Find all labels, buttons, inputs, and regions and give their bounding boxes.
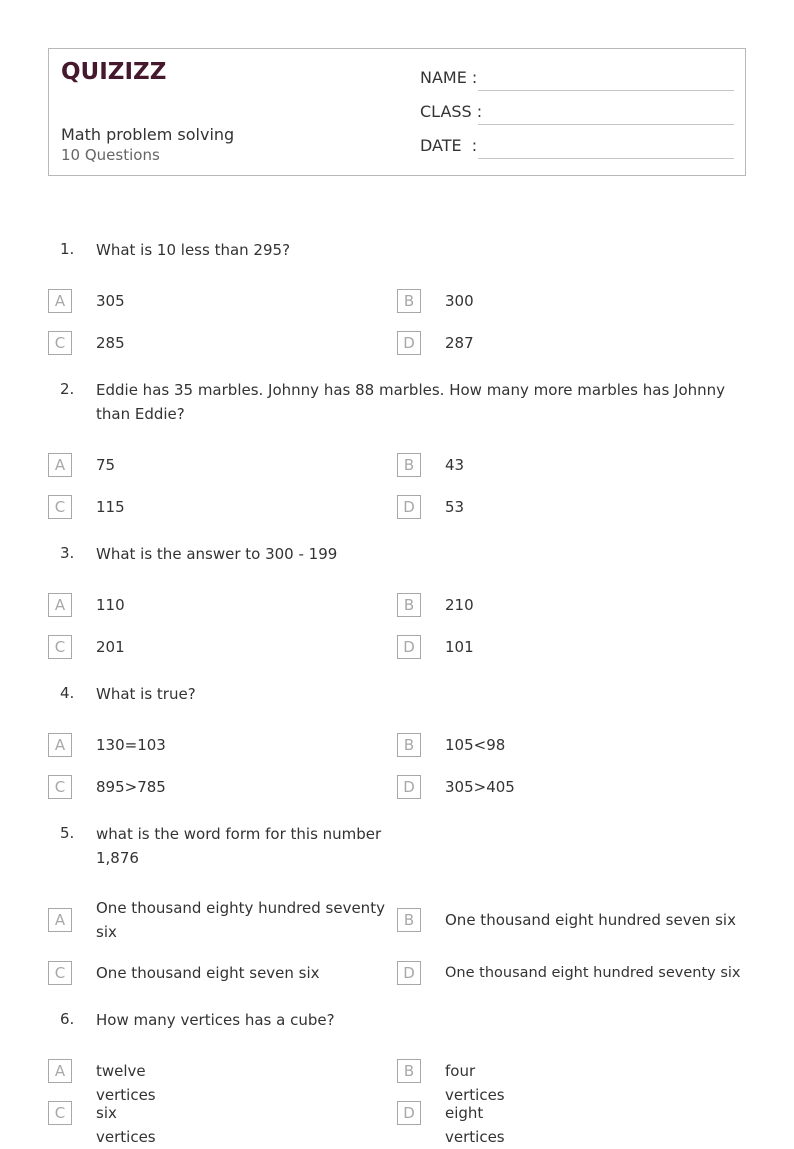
option-text: 75 [96, 456, 116, 474]
question-text: How many vertices has a cube? [96, 1011, 335, 1029]
date-line[interactable] [478, 158, 734, 159]
option-letter-box[interactable]: B [397, 593, 421, 617]
option-text: 105<98 [445, 736, 506, 754]
question-number: 3. [60, 544, 75, 562]
worksheet-header [48, 48, 746, 176]
option-text: 305>405 [445, 778, 515, 796]
question-number: 2. [60, 380, 75, 398]
option-letter-box[interactable]: D [397, 1101, 421, 1125]
option-letter-box[interactable]: C [48, 331, 72, 355]
option-letter-box[interactable]: B [397, 453, 421, 477]
date-label: DATE : [420, 136, 478, 155]
question-text: What is true? [96, 685, 196, 703]
question-text: what is the word form for this number 1,876 [96, 825, 382, 867]
option-letter-box[interactable]: B [397, 733, 421, 757]
option-text: One thousand eighty hundred seventy six [96, 899, 385, 941]
option-text: 285 [96, 334, 125, 352]
option-text: six vertices [96, 1104, 156, 1146]
class-label: CLASS : [420, 102, 483, 121]
class-line[interactable] [478, 124, 734, 125]
option-letter-box[interactable]: C [48, 495, 72, 519]
option-text: 110 [96, 596, 125, 614]
question-number: 1. [60, 240, 75, 258]
option-text: twelve vertices [96, 1062, 156, 1104]
question-text: What is the answer to 300 - 199 [96, 545, 338, 563]
option-text: One thousand eight hundred seventy six [445, 965, 741, 981]
option-text: 43 [445, 456, 465, 474]
option-letter-box[interactable]: A [48, 593, 72, 617]
question-number: 4. [60, 684, 75, 702]
option-letter-box[interactable]: A [48, 289, 72, 313]
option-text: four vertices [445, 1062, 505, 1104]
class-field[interactable] [420, 102, 734, 124]
option-letter-box[interactable]: C [48, 1101, 72, 1125]
option-letter-box[interactable]: D [397, 495, 421, 519]
option-text: 101 [445, 638, 474, 656]
option-text: 210 [445, 596, 474, 614]
option-letter-box[interactable]: C [48, 961, 72, 985]
option-text: 130=103 [96, 736, 166, 754]
option-text: 53 [445, 498, 465, 516]
option-text: 287 [445, 334, 474, 352]
option-text: eight vertices [445, 1104, 505, 1146]
question-number: 6. [60, 1010, 75, 1028]
question-number: 5. [60, 824, 75, 842]
option-text: 300 [445, 292, 474, 310]
name-line[interactable] [478, 90, 734, 91]
option-letter-box[interactable]: A [48, 908, 72, 932]
option-text: 115 [96, 498, 125, 516]
option-letter-box[interactable]: D [397, 961, 421, 985]
option-letter-box[interactable]: D [397, 635, 421, 659]
option-letter-box[interactable]: C [48, 775, 72, 799]
option-letter-box[interactable]: D [397, 775, 421, 799]
option-letter-box[interactable]: A [48, 1059, 72, 1083]
option-letter-box[interactable]: A [48, 733, 72, 757]
worksheet-title: Math problem solving [61, 125, 235, 144]
date-field[interactable] [420, 136, 734, 158]
option-letter-box[interactable]: D [397, 331, 421, 355]
name-label: NAME : [420, 68, 478, 87]
option-letter-box[interactable]: A [48, 453, 72, 477]
option-letter-box[interactable]: C [48, 635, 72, 659]
option-text: One thousand eight hundred seven six [445, 911, 736, 929]
option-text: 201 [96, 638, 125, 656]
option-letter-box[interactable]: B [397, 908, 421, 932]
question-text: What is 10 less than 295? [96, 241, 291, 259]
option-letter-box[interactable]: B [397, 289, 421, 313]
option-text: 305 [96, 292, 125, 310]
option-letter-box[interactable]: B [397, 1059, 421, 1083]
name-field[interactable] [420, 68, 734, 90]
option-text: 895>785 [96, 778, 166, 796]
quizizz-logo: QUIZIZZ [61, 59, 167, 85]
question-text: Eddie has 35 marbles. Johnny has 88 marbles. How many more marbles has Johnny than Eddie? [96, 381, 726, 423]
question-count: 10 Questions [61, 146, 160, 164]
option-text: One thousand eight seven six [96, 964, 320, 982]
